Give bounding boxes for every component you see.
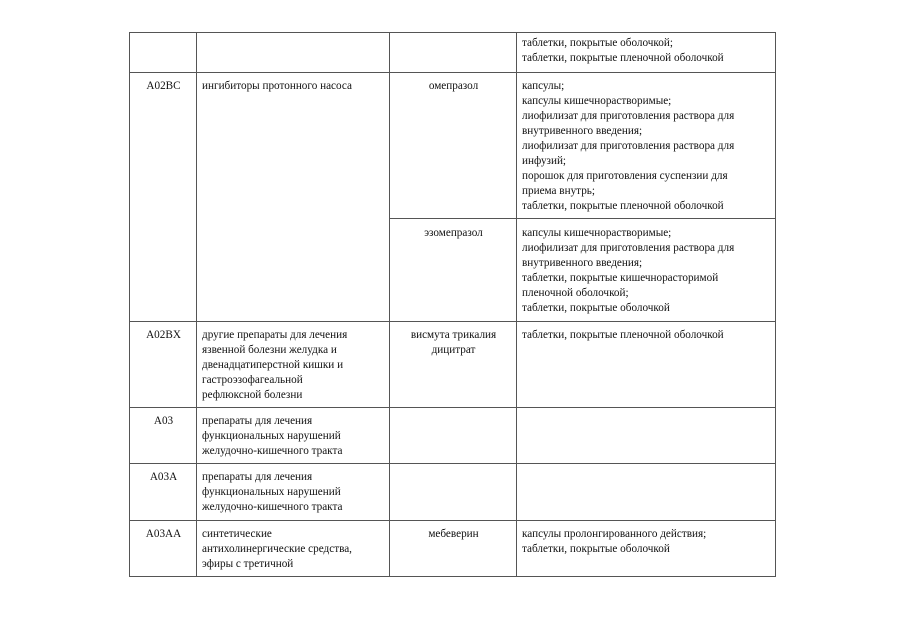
table-row [130,464,776,521]
drug-table [129,32,776,577]
dosage-form-cell [517,322,776,408]
atc-code: A03A [149,471,178,483]
group-cell [197,322,390,408]
group-name-line: желудочно-кишечного тракта [202,445,343,457]
dosage-form-line: таблетки, покрытые оболочкой; [522,37,673,49]
group-name-line: двенадцатиперстной кишки и [202,359,344,371]
group-cell [197,73,390,322]
atc-code-cell [130,33,197,73]
inn-cell [390,521,517,577]
dosage-form-line: таблетки, покрытые пленочной оболочкой [522,329,724,341]
atc-code: A03 [153,415,174,427]
inn-cell [390,322,517,408]
dosage-form-cell [517,408,776,464]
dosage-form-line: таблетки, покрытые оболочкой [522,302,670,314]
dosage-form-line: пленочной оболочкой; [522,287,629,299]
group-name-line: гастроэзофагеальной [202,374,303,386]
group-name-line: функциональных нарушений [202,486,341,498]
group-name-line: антихолинергические средства, [202,543,352,555]
dosage-form-line: внутривенного введения; [522,257,643,269]
atc-code: A03AA [145,528,182,540]
dosage-form-line: лиофилизат для приготовления раствора для [522,242,735,254]
inn-name: эзомепразол [424,227,483,239]
table-row [130,322,776,408]
dosage-form-line: таблетки, покрытые оболочкой [522,543,670,555]
dosage-form-line: капсулы кишечнорастворимые; [522,227,672,239]
inn-cell [390,73,517,219]
inn-name: мебеверин [428,528,479,540]
dosage-form-line: капсулы; [522,80,565,92]
group-name-line: ингибиторы протонного насоса [202,80,352,92]
dosage-form-line: таблетки, покрытые кишечнорасторимой [522,272,719,284]
group-name-line: функциональных нарушений [202,430,341,442]
inn-name: дицитрат [431,344,476,356]
dosage-form-line: лиофилизат для приготовления раствора для [522,110,735,122]
group-name-line: препараты для лечения [202,415,313,427]
table-row [130,33,776,73]
group-name-line: препараты для лечения [202,471,313,483]
inn-name: висмута трикалия [410,329,497,341]
group-name-line: другие препараты для лечения [202,329,348,341]
group-name-line: желудочно-кишечного тракта [202,501,343,513]
dosage-form-line: инфузий; [522,155,567,167]
dosage-form-line: порошок для приготовления суспензии для [522,170,728,182]
group-cell [197,33,390,73]
dosage-form-line: внутривенного введения; [522,125,643,137]
inn-cell [390,408,517,464]
inn-cell [390,33,517,73]
table-row [130,521,776,577]
group-name-line: синтетические [202,528,272,540]
group-cell [197,408,390,464]
dosage-form-line: таблетки, покрытые пленочной оболочкой [522,200,724,212]
atc-code: A02BC [146,80,181,92]
inn-cell [390,219,517,322]
atc-code: A02BX [146,329,181,341]
group-name-line: эфиры с третичной [202,558,294,570]
dosage-form-cell [517,464,776,521]
dosage-form-line: приема внутрь; [522,185,595,197]
group-name-line: язвенной болезни желудка и [202,344,337,356]
table-row [130,73,776,219]
inn-cell [390,464,517,521]
dosage-form-line: лиофилизат для приготовления раствора для [522,140,735,152]
group-cell [197,464,390,521]
atc-code-cell [130,408,197,464]
group-name-line: рефлюксной болезни [202,389,303,401]
dosage-form-line: таблетки, покрытые пленочной оболочкой [522,52,724,64]
atc-code-cell [130,521,197,577]
dosage-form-cell [517,73,776,219]
group-cell [197,521,390,577]
dosage-form-line: капсулы пролонгированного действия; [522,528,707,540]
atc-code-cell [130,322,197,408]
atc-code-cell [130,73,197,322]
dosage-form-cell [517,219,776,322]
dosage-form-cell [517,33,776,73]
inn-name: омепразол [428,80,479,92]
dosage-form-cell [517,521,776,577]
atc-code-cell [130,464,197,521]
dosage-form-line: капсулы кишечнорастворимые; [522,95,672,107]
table-row [130,408,776,464]
